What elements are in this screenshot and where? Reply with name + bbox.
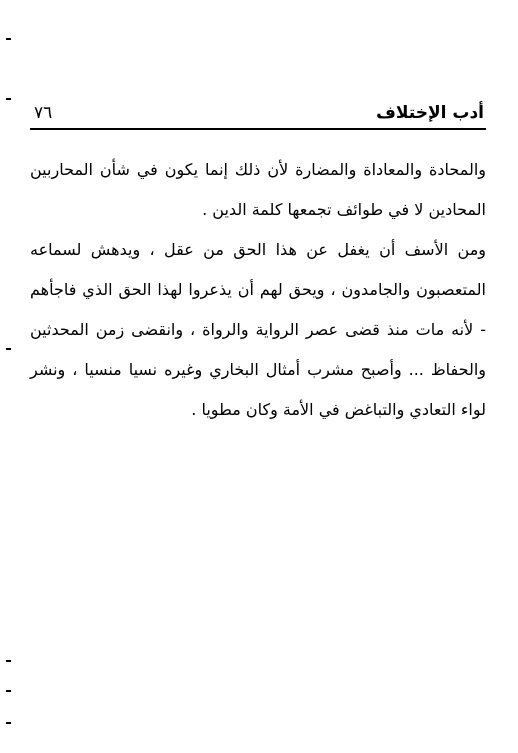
header-divider bbox=[30, 128, 486, 130]
running-header bbox=[32, 103, 484, 127]
paragraph: والمحادة والمعاداة والمضارة لأن ذلك إنما يكون في شأن المحاربين المحادين لا في طوائف تجمعها كلمة الدين . bbox=[30, 160, 486, 219]
margin-mark bbox=[6, 38, 11, 40]
paragraph: ومن الأسف أن يغفل عن هذا الحق من عقل ، ويدهش لسماعه المتعصبون والجامدون ، ويحق لهم أن يذعروا لهذا الحق الذي فاجأهم - لأنه مات منذ قضى عصر الرواية والرواة ، وانقضى زمن المحدثين والحفاظ ... وأصبح مشرب أمثال البخاري وغيره نسيا منسيا ، ونشر لواء التعادي والتباغض في الأمة وكان مطويا . bbox=[30, 240, 486, 419]
margin-mark bbox=[6, 98, 11, 100]
body-text bbox=[30, 150, 486, 430]
margin-mark bbox=[6, 660, 11, 662]
page-number: ٧٦ bbox=[34, 103, 53, 123]
margin-mark bbox=[6, 690, 11, 692]
margin-mark bbox=[6, 722, 11, 724]
margin-mark bbox=[6, 348, 11, 350]
book-title: أدب الإختلاف bbox=[376, 103, 484, 123]
